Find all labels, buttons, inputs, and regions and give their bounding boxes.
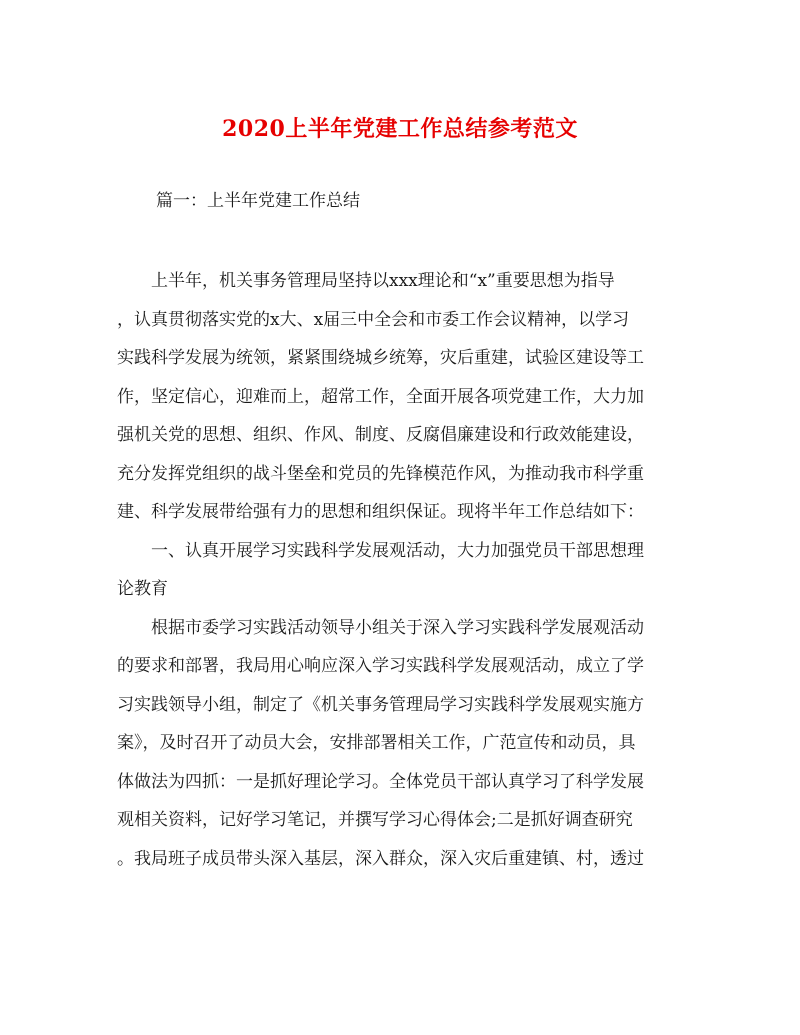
body-line: 一、认真开展学习实践科学发展观活动，大力加强党员干部思想理 bbox=[117, 540, 644, 561]
body-line: 建、科学发展带给强有力的思想和组织保证。现将半年工作总结如下： bbox=[117, 502, 644, 522]
body-line: 作，坚定信心，迎难而上，超常工作，全面开展各项党建工作，大力加 bbox=[117, 386, 644, 407]
body-line: 根据市委学习实践活动领导小组关于深入学习实践科学发展观活动 bbox=[117, 617, 644, 638]
body-line: 上半年，机关事务管理局坚持以xxx理论和“x”重要思想为指导 bbox=[117, 271, 615, 291]
body-line: 。我局班子成员带头深入基层，深入群众，深入灾后重建镇、村，透过 bbox=[117, 848, 644, 869]
body-line: ，认真贯彻落实党的x大、x届三中全会和市委工作会议精神，以学习 bbox=[117, 309, 630, 330]
document-subtitle: 篇一：上半年党建工作总结 bbox=[156, 191, 360, 211]
body-line: 实践科学发展为统领，紧紧围绕城乡统筹，灾后重建，试验区建设等工 bbox=[117, 348, 644, 368]
body-line: 论教育 bbox=[117, 579, 168, 599]
body-line: 案》，及时召开了动员大会，安排部署相关工作，广范宣传和动员，具 bbox=[117, 733, 636, 753]
body-line: 的要求和部署，我局用心响应深入学习实践科学发展观活动，成立了学 bbox=[117, 656, 644, 676]
body-line: 强机关党的思想、组织、作风、制度、反腐倡廉建设和行政效能建设， bbox=[117, 425, 644, 445]
document-body bbox=[117, 262, 687, 878]
body-line: 习实践领导小组，制定了《机关事务管理局学习实践科学发展观实施方 bbox=[117, 694, 644, 715]
body-line: 充分发挥党组织的战斗堡垒和党员的先锋模范作风，为推动我市科学重 bbox=[117, 463, 644, 484]
body-line: 观相关资料，记好学习笔记，并撰写学习心得体会;二是抓好调查研究 bbox=[117, 810, 633, 830]
body-line: 体做法为四抓：一是抓好理论学习。全体党员干部认真学习了科学发展 bbox=[117, 771, 644, 792]
document-title: 2020上半年党建工作总结参考范文 bbox=[222, 116, 578, 142]
